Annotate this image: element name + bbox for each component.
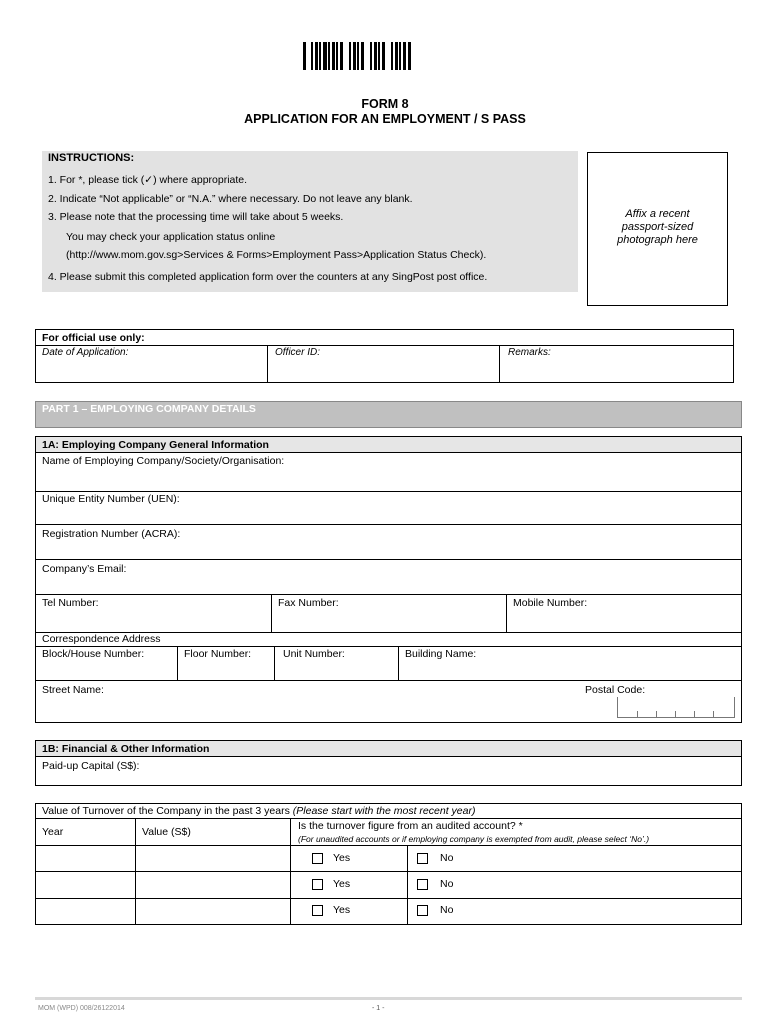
footer-rule (35, 997, 742, 1000)
form-title: APPLICATION FOR AN EMPLOYMENT / S PASS (244, 112, 526, 126)
instruction-item: 2. Indicate “Not applicable” or “N.A.” where necessary. Do not leave any blank. (48, 193, 413, 205)
divider (407, 845, 408, 925)
section-1b-title: 1B: Financial & Other Information (42, 743, 210, 755)
turnover-heading (42, 805, 475, 817)
divider (35, 646, 742, 647)
postal-tick (713, 711, 714, 717)
uen-label: Unique Entity Number (UEN): (42, 493, 180, 505)
barcode (303, 42, 467, 70)
building-label: Building Name: (405, 648, 477, 660)
postal-code-input[interactable] (617, 697, 735, 718)
floor-label: Floor Number: (184, 648, 252, 660)
divider (35, 452, 742, 453)
audited-no-checkbox-2[interactable] (417, 879, 428, 890)
correspondence-address-label: Correspondence Address (42, 633, 161, 645)
required-star: * (518, 820, 523, 832)
no-label: No (440, 878, 454, 890)
company-name-label: Name of Employing Company/Society/Organisation: (42, 455, 285, 467)
divider (267, 345, 268, 383)
audited-no-checkbox-1[interactable] (417, 853, 428, 864)
audited-no-checkbox-3[interactable] (417, 905, 428, 916)
mobile-label: Mobile Number: (513, 597, 588, 609)
instruction-item: You may check your application status online (66, 231, 276, 243)
postal-code-label: Postal Code: (585, 684, 646, 696)
page-number: - 1 - (372, 1005, 385, 1012)
col-value-header: Value (S$) (142, 826, 191, 838)
divider (271, 594, 272, 632)
officer-id-label: Officer ID: (275, 347, 321, 358)
divider (506, 594, 507, 632)
footer-code: MOM (WPD) 008/26122014 (38, 1005, 125, 1012)
email-label: Company’s Email: (42, 563, 127, 575)
divider (35, 524, 742, 525)
official-use-title: For official use only: (42, 332, 145, 344)
street-label: Street Name: (42, 684, 104, 696)
no-label: No (440, 904, 454, 916)
col-audited-text: Is the turnover figure from an audited account? (298, 820, 516, 832)
section-1a-title: 1A: Employing Company General Information (42, 439, 269, 451)
photo-line: photograph here (617, 234, 698, 246)
yes-label: Yes (333, 904, 351, 916)
divider (177, 646, 178, 680)
instruction-item: 4. Please submit this completed application form over the counters at any SingPost post office. (48, 271, 488, 283)
postal-tick (694, 711, 695, 717)
no-label: No (440, 852, 454, 864)
block-label: Block/House Number: (42, 648, 145, 660)
yes-label: Yes (333, 878, 351, 890)
turnover-heading-text: Value of Turnover of the Company in the past 3 years (42, 805, 290, 817)
divider (35, 680, 742, 681)
divider (35, 756, 742, 757)
postal-tick (637, 711, 638, 717)
paid-up-capital-label: Paid-up Capital (S$): (42, 760, 140, 772)
audited-yes-checkbox-2[interactable] (312, 879, 323, 890)
divider (35, 871, 742, 872)
fax-label: Fax Number: (278, 597, 339, 609)
divider (35, 818, 742, 819)
acra-label: Registration Number (ACRA): (42, 528, 181, 540)
divider (35, 559, 742, 560)
audited-yes-checkbox-3[interactable] (312, 905, 323, 916)
postal-tick (675, 711, 676, 717)
instruction-item: 3. Please note that the processing time will take about 5 weeks. (48, 211, 344, 223)
divider (35, 898, 742, 899)
divider (35, 491, 742, 492)
divider (274, 646, 275, 680)
tel-label: Tel Number: (42, 597, 99, 609)
divider (499, 345, 500, 383)
yes-label: Yes (333, 852, 351, 864)
photo-line: passport-sized (621, 221, 694, 233)
audited-yes-checkbox-1[interactable] (312, 853, 323, 864)
part1-title: PART 1 – EMPLOYING COMPANY DETAILS (42, 403, 256, 415)
col-year-header: Year (42, 826, 64, 838)
turnover-heading-note: (Please start with the most recent year) (292, 805, 476, 817)
unit-label: Unit Number: (283, 648, 345, 660)
instruction-item: 1. For *, please tick (✓) where appropriate. (48, 174, 248, 186)
instruction-item: (http://www.mom.gov.sg>Services & Forms>Employment Pass>Application Status Check). (66, 249, 487, 261)
col-audited-header (298, 820, 523, 832)
form-number: FORM 8 (361, 97, 409, 111)
divider (35, 594, 742, 595)
photo-instructions (587, 208, 728, 247)
postal-tick (656, 711, 657, 717)
date-of-application-label: Date of Application: (42, 347, 129, 358)
divider (398, 646, 399, 680)
instructions-title: INSTRUCTIONS: (48, 152, 135, 164)
remarks-label: Remarks: (508, 347, 551, 358)
divider (35, 845, 742, 846)
divider (35, 345, 734, 346)
audited-note: (For unaudited accounts or if employing company is exempted from audit, please select ‘No’.) (298, 834, 650, 844)
photo-line: Affix a recent (625, 208, 690, 220)
